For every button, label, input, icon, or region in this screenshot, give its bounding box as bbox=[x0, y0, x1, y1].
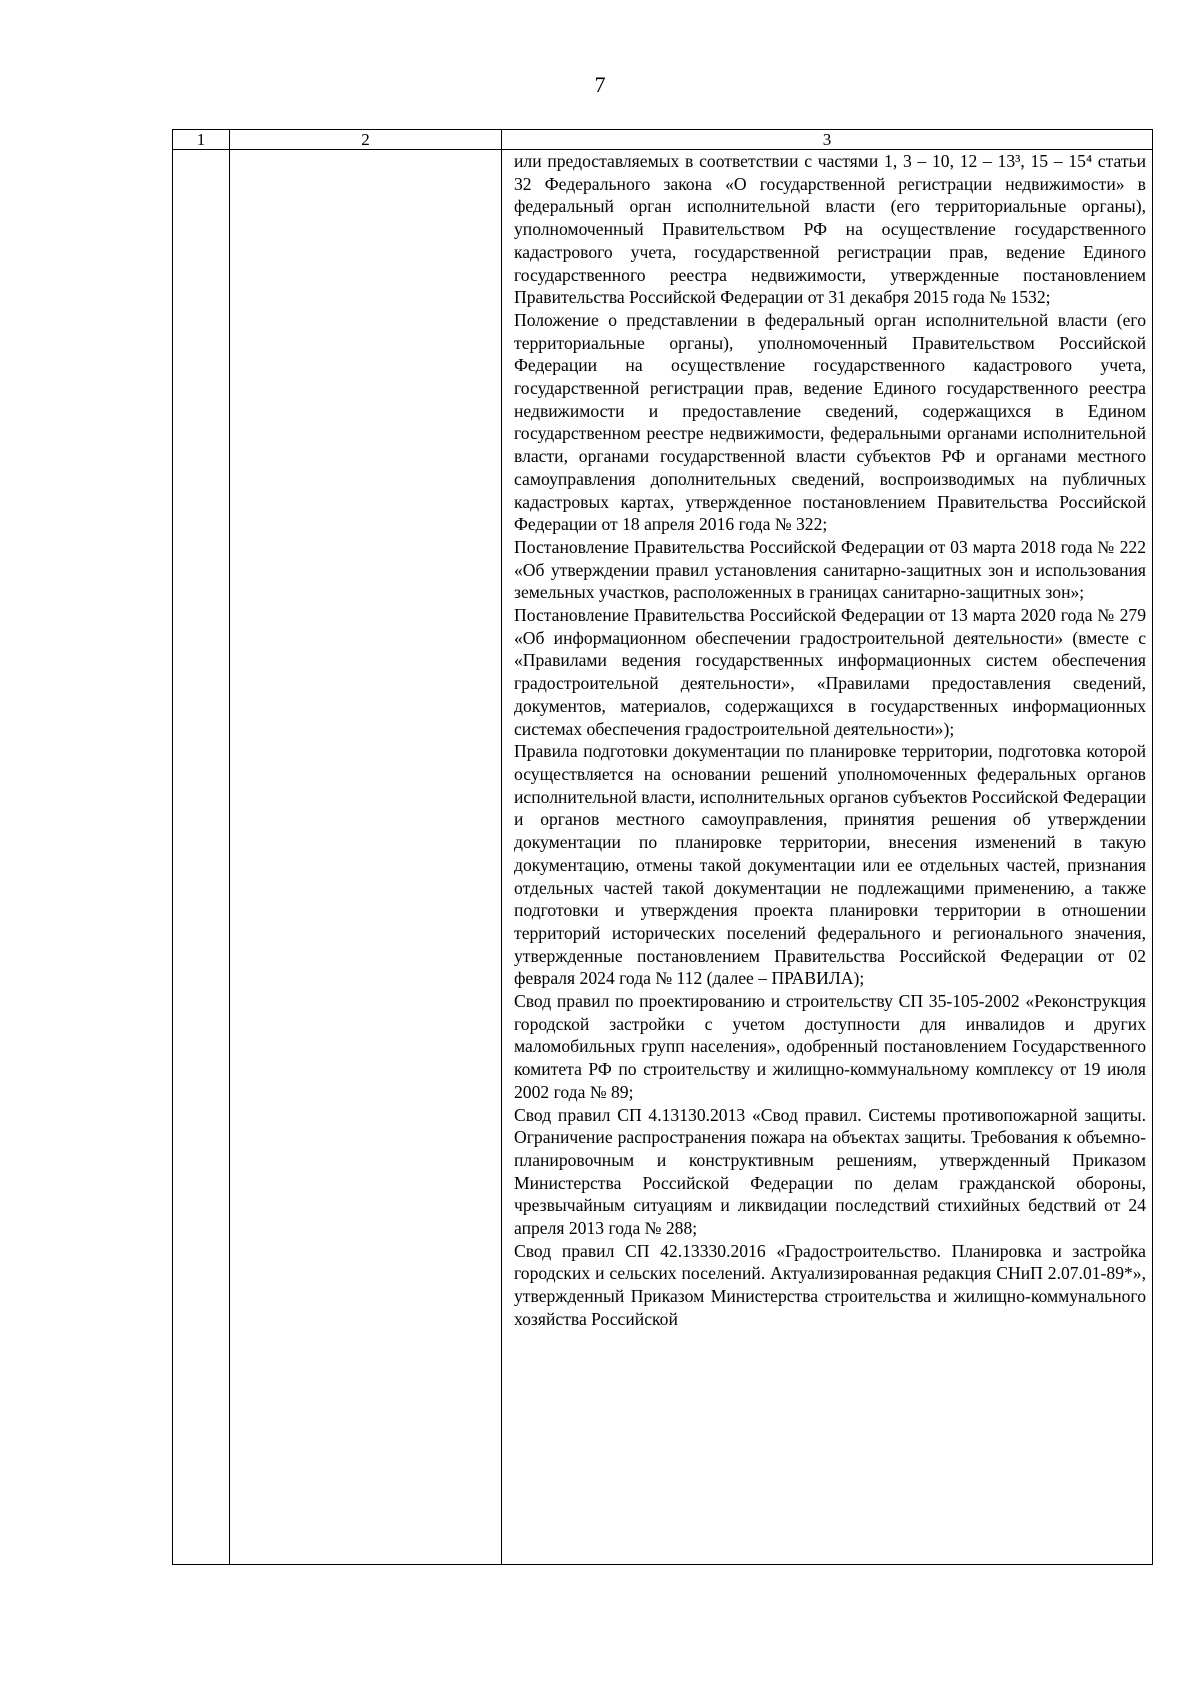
column-header-2: 2 bbox=[230, 130, 502, 150]
column-header-1: 1 bbox=[173, 130, 230, 150]
table-row bbox=[173, 150, 1153, 1565]
page-number: 7 bbox=[594, 72, 606, 97]
document-table bbox=[172, 129, 1153, 1565]
paragraph-resolution-279: Постановление Правительства Российской Федерации от 13 марта 2020 года № 279 «Об информационном обеспечении градостроительной деятельности» (вместе с «Правилами ведения государственных информационных систем обеспечения градостроительной деятельности», «Правилами предоставления сведений, документов, материалов, содержащихся в государственных информационных системах обеспечения градостроительной деятельности»); bbox=[514, 605, 1146, 739]
paragraph-resolution-222: Постановление Правительства Российской Федерации от 03 марта 2018 года № 222 «Об утверждении правил установления санитарно-защитных зон и использования земельных участков, расположенных в границах санитарно-защитных зон»; bbox=[514, 536, 1146, 603]
cell-column-3 bbox=[502, 150, 1153, 1565]
paragraph-rules-continuation: или предоставляемых в соответствии с частями 1, 3 – 10, 12 – 13³, 15 – 15⁴ статьи 32 Федерального закона «О государственной регистрации недвижимости» в федеральный орган исполнительной власти (его территориальные органы), уполномоченный Правительством РФ на осуществление государственного кадастрового учета, государственной регистрации прав, ведение Единого государственного реестра недвижимости, утвержденные постановлением Правительства Российской Федерации от 31 декабря 2015 года № 1532; bbox=[514, 151, 1146, 308]
table-header-row bbox=[173, 130, 1153, 150]
paragraph-regulation-322: Положение о представлении в федеральный орган исполнительной власти (его территориальные органы), уполномоченный Правительством Российской Федерации на осуществление государственного кадастрового учета, государственной регистрации прав, ведение Единого государственного реестра недвижимости и предоставление сведений, содержащихся в Едином государственном реестре недвижимости, федеральными органами исполнительной власти, органами государственной власти субъектов РФ и органами местного самоуправления дополнительных сведений, воспроизводимых на публичных кадастровых картах, утвержденное постановлением Правительства Российской Федерации от 18 апреля 2016 года № 322; bbox=[514, 309, 1146, 535]
paragraph-sp-4-13130-2013: Свод правил СП 4.13130.2013 «Свод правил. Системы противопожарной защиты. Ограничение распространения пожара на объектах защиты. Требования к объемно-планировочным и конструктивным решениям, утвержденный Приказом Министерства Российской Федерации по делам гражданской обороны, чрезвычайным ситуациям и ликвидации последствий стихийных бедствий от 24 апреля 2013 года № 288; bbox=[514, 1104, 1146, 1239]
paragraph-rules-112: Правила подготовки документации по планировке территории, подготовка которой осуществляется на основании решений уполномоченных федеральных органов исполнительной власти, исполнительных органов субъектов Российской Федерации и органов местного самоуправления, принятия решения об утверждении документации по планировке территории, внесения изменений в такую документацию, отмены такой документации или ее отдельных частей, признания отдельных частей такой документации не подлежащими применению, а также подготовки и утверждения проекта планировки территории в отношении территорий исторических поселений федерального и регионального значения, утвержденные постановлением Правительства Российской Федерации от 02 февраля 2024 года № 112 (далее – ПРАВИЛА); bbox=[514, 741, 1146, 989]
cell-column-1 bbox=[173, 150, 230, 1565]
cell-column-2 bbox=[230, 150, 502, 1565]
paragraph-sp-42-13330-2016: Свод правил СП 42.13330.2016 «Градостроительство. Планировка и застройка городских и сельских поселений. Актуализированная редакция СНиП 2.07.01-89*», утвержденный Приказом Министерства строительства и жилищно-коммунального хозяйства Российской bbox=[514, 1240, 1146, 1329]
column-header-3: 3 bbox=[502, 130, 1153, 150]
paragraph-sp-35-105-2002: Свод правил по проектированию и строительству СП 35-105-2002 «Реконструкция городской застройки с учетом доступности для инвалидов и других маломобильных групп населения», одобренный постановлением Государственного комитета РФ по строительству и жилищно-коммунальному комплексу от 19 июля 2002 года № 89; bbox=[514, 991, 1146, 1102]
